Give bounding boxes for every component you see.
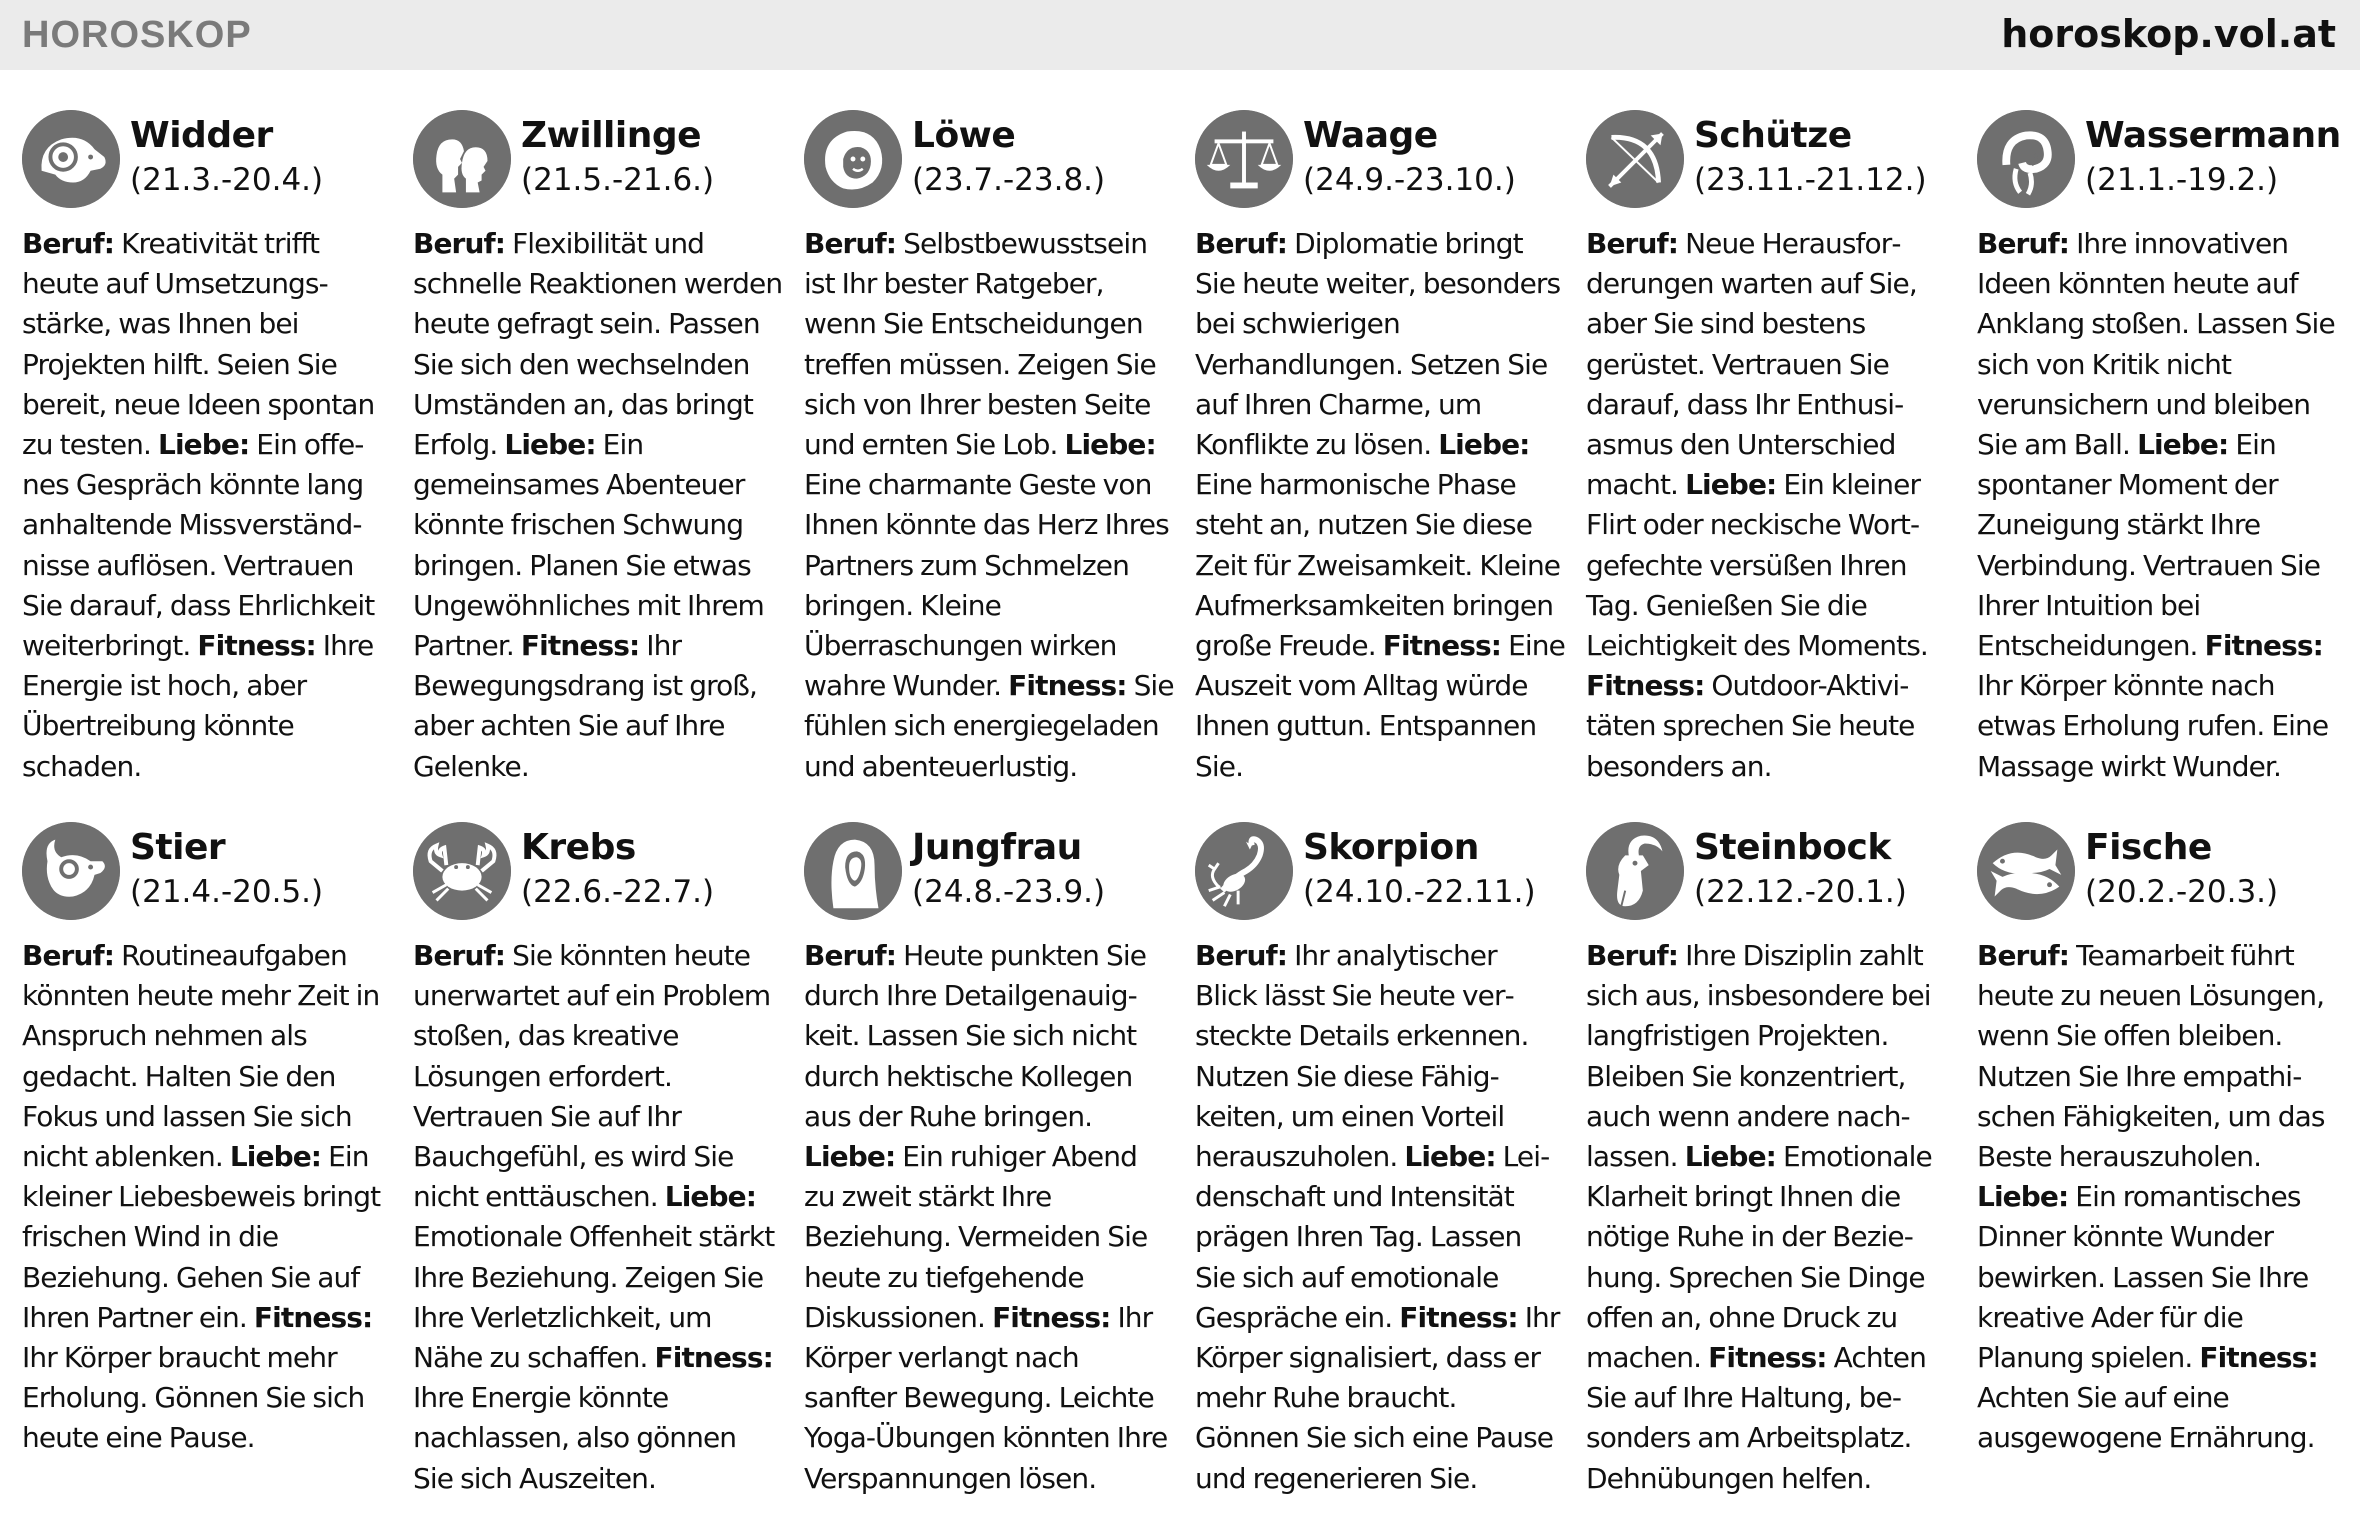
fitness-label: Fitness:: [992, 1300, 1111, 1334]
sign-dates: (21.4.-20.5.): [130, 874, 324, 910]
fitness-label: Fitness:: [253, 1300, 373, 1334]
lion-icon: [804, 110, 902, 208]
beruf-text: Ihr analytischer Blick lässt Sie heute versteckte Details erkennen. Nutzen Sie diese Fähigkeiten, um einen Vorteil herauszuholen.: [1195, 939, 1529, 1174]
beruf-text: Kreativität trifft heute auf Umsetzungsstärke, was Ihnen bei Projekten hilft. Seien Sie bereit, neue Ideen spontan zu testen.: [22, 227, 375, 462]
ram-icon: [22, 110, 120, 208]
beruf-text: Flexibilität und schnelle Reaktionen werden heute gefragt sein. Passen Sie sich den wechselnden Umständen an, das bringt Erfolg.: [413, 227, 783, 462]
beruf-text: Sie könnten heute unerwartet auf ein Problem stoßen, das kreative Lösungen erfordert. Vertrauen Sie auf Ihr Bauchgefühl, es wird Sie nicht enttäuschen.: [413, 939, 771, 1214]
fitness-label: Fitness:: [520, 629, 640, 663]
beruf-label: Beruf:: [804, 939, 897, 972]
liebe-text: Ein offenes Gespräch könnte lang anhaltende Missverständnisse auflösen. Vertrauen Sie darauf, dass Ehrlichkeit weiterbringt.: [22, 428, 375, 663]
liebe-label: Liebe:: [504, 428, 596, 462]
sign-dates: (22.12.-20.1.): [1694, 874, 1907, 910]
sign-dates: (22.6.-22.7.): [521, 874, 715, 910]
twins-icon: [413, 110, 511, 208]
beruf-text: Routineaufgaben könnten heute mehr Zeit in Anspruch nehmen als gedacht. Halten Sie den Fokus und lassen Sie sich nicht ablenken.: [22, 939, 380, 1174]
fitness-text: Ihr Körper signalisiert, dass er mehr Ruhe braucht. Gönnen Sie sich eine Pause und regenerieren Sie.: [1195, 1300, 1560, 1495]
sign-name: Fische: [2085, 827, 2212, 868]
archer-icon: [1586, 110, 1684, 208]
sign-header: [1586, 108, 1956, 218]
liebe-text: Eine harmonische Phase steht an, nutzen Sie diese Zeit für Zweisamkeit. Kleine Aufmerksamkeiten bringen große Freude.: [1195, 468, 1561, 663]
fitness-text: Achten Sie auf eine ausgewogene Ernährung.: [1977, 1381, 2315, 1455]
fitness-text: Ihr Körper könnte nach etwas Erholung rufen. Eine Massage wirkt Wunder.: [1977, 669, 2329, 783]
liebe-text: Emotionale Klarheit bringt Ihnen die nötige Ruhe in der Beziehung. Sprechen Sie Dinge offen an, ohne Druck zu machen.: [1586, 1140, 1932, 1375]
sign-text: [1977, 224, 2347, 787]
sign-header: [22, 820, 392, 930]
sign-text: [413, 224, 783, 787]
liebe-text: Ein kleiner Flirt oder neckische Wortgefechte versüßen Ihren Tag. Genießen Sie die Leichtigkeit des Moments.: [1586, 468, 1928, 663]
sign-text: [1586, 224, 1956, 787]
scorpion-icon: [1195, 822, 1293, 920]
beruf-label: Beruf:: [413, 939, 506, 972]
liebe-label: Liebe:: [664, 1180, 757, 1214]
sign-header: [22, 108, 392, 218]
sign-widder: [22, 108, 392, 808]
liebe-text: Emotionale Offenheit stärkt Ihre Beziehung. Zeigen Sie Ihre Verletzlichkeit, um Nähe zu schaffen.: [413, 1220, 775, 1375]
sign-name: Krebs: [521, 827, 636, 868]
sign-name: Jungfrau: [912, 827, 1082, 868]
virgin-icon: [804, 822, 902, 920]
sign-dates: (21.3.-20.4.): [130, 162, 324, 198]
sign-header: [1195, 820, 1565, 930]
fitness-label: Fitness:: [654, 1341, 773, 1375]
beruf-label: Beruf:: [1586, 939, 1679, 972]
water-bearer-icon: [1977, 110, 2075, 208]
sign-lwe: [804, 108, 1174, 808]
sign-header: [804, 108, 1174, 218]
sign-dates: (21.1.-19.2.): [2085, 162, 2279, 198]
fitness-text: Eine Auszeit vom Alltag würde Ihnen guttun. Entspannen Sie.: [1195, 629, 1565, 783]
sign-header: [413, 820, 783, 930]
liebe-label: Liebe:: [1064, 428, 1156, 462]
fitness-label: Fitness:: [2199, 1341, 2318, 1375]
beruf-label: Beruf:: [1195, 227, 1288, 260]
bull-icon: [22, 822, 120, 920]
liebe-label: Liebe:: [1684, 1140, 1776, 1174]
scales-icon: [1195, 110, 1293, 208]
beruf-label: Beruf:: [22, 939, 115, 972]
sign-dates: (21.5.-21.6.): [521, 162, 715, 198]
beruf-label: Beruf:: [1586, 227, 1679, 260]
fitness-label: Fitness:: [1008, 669, 1127, 703]
sign-steinbock: [1586, 820, 1956, 1520]
beruf-text: Teamarbeit führt heute zu neuen Lösungen, wenn Sie offen bleiben. Nutzen Sie Ihre empathischen Fähigkeiten, um das Beste herauszuholen.: [1977, 939, 2325, 1174]
beruf-label: Beruf:: [1977, 939, 2070, 972]
fitness-text: Ihr Bewegungsdrang ist groß, aber achten Sie auf Ihre Gelenke.: [413, 629, 758, 783]
fitness-label: Fitness:: [1708, 1341, 1827, 1375]
fitness-text: Ihr Körper braucht mehr Erholung. Gönnen Sie sich heute eine Pause.: [22, 1341, 365, 1455]
header-bar: [0, 0, 2360, 70]
page-title: HOROSKOP: [22, 14, 252, 56]
liebe-text: Ein romantisches Dinner könnte Wunder bewirken. Lassen Sie Ihre kreative Ader für die Planung spielen.: [1977, 1180, 2309, 1375]
sign-text: [804, 224, 1174, 787]
sign-dates: (23.11.-21.12.): [1694, 162, 1927, 198]
liebe-label: Liebe:: [1404, 1140, 1496, 1174]
beruf-text: Ihre Disziplin zahlt sich aus, insbesondere bei langfristigen Projekten. Bleiben Sie konzentriert, auch wenn andere nachlassen.: [1586, 939, 1931, 1174]
liebe-label: Liebe:: [804, 1140, 896, 1174]
fitness-text: Ihr Körper verlangt nach sanfter Bewegung. Leichte Yoga-Übungen könnten Ihre Verspannungen lösen.: [804, 1300, 1168, 1495]
liebe-text: Ein gemeinsames Abenteuer könnte frischen Schwung bringen. Planen Sie etwas Ungewöhnliches mit Ihrem Partner.: [413, 428, 764, 663]
sign-name: Steinbock: [1694, 827, 1891, 868]
sign-fische: [1977, 820, 2347, 1520]
beruf-label: Beruf:: [22, 227, 115, 260]
beruf-label: Beruf:: [804, 227, 897, 260]
sign-header: [413, 108, 783, 218]
fish-icon: [1977, 822, 2075, 920]
liebe-label: Liebe:: [1977, 1180, 2069, 1214]
beruf-label: Beruf:: [1195, 939, 1288, 972]
fitness-label: Fitness:: [2204, 629, 2323, 663]
sign-header: [1977, 820, 2347, 930]
beruf-text: Diplomatie bringt Sie heute weiter, besonders bei schwierigen Verhandlungen. Setzen Sie auf Ihren Charme, um Konflikte zu lösen.: [1195, 227, 1561, 462]
sign-name: Widder: [130, 115, 273, 156]
liebe-label: Liebe:: [1438, 428, 1530, 462]
sign-header: [804, 820, 1174, 930]
sign-text: [1195, 224, 1565, 787]
sign-jungfrau: [804, 820, 1174, 1520]
beruf-text: Neue Herausforderungen warten auf Sie, aber Sie sind bestens gerüstet. Vertrauen Sie darauf, dass Ihr Enthusiasmus den Unterschied macht.: [1586, 227, 1917, 502]
sign-text: [1977, 936, 2347, 1459]
sign-name: Stier: [130, 827, 226, 868]
sign-name: Schütze: [1694, 115, 1852, 156]
fitness-text: Sie fühlen sich energiegeladen und abenteuerlustig.: [804, 669, 1174, 783]
sign-dates: (24.10.-22.11.): [1303, 874, 1536, 910]
sign-name: Löwe: [912, 115, 1016, 156]
sign-header: [1586, 820, 1956, 930]
sign-text: [1586, 936, 1956, 1499]
sign-wassermann: [1977, 108, 2347, 808]
site-url[interactable]: horoskop.vol.at: [2001, 12, 2336, 56]
crab-icon: [413, 822, 511, 920]
horoscope-grid: [22, 108, 2342, 1518]
liebe-text: Leidenschaft und Intensität prägen Ihren Tag. Lassen Sie sich auf emotionale Gespräche ein.: [1195, 1140, 1551, 1334]
sign-text: [22, 936, 392, 1459]
sign-header: [1977, 108, 2347, 218]
liebe-text: Ein kleiner Liebesbeweis bringt frischen Wind in die Beziehung. Gehen Sie auf Ihren Partner ein.: [22, 1140, 381, 1334]
fitness-label: Fitness:: [1382, 629, 1502, 663]
sign-dates: (24.8.-23.9.): [912, 874, 1106, 910]
fitness-text: Ihre Energie könnte nachlassen, also gönnen Sie sich Auszeiten.: [413, 1381, 737, 1495]
fitness-label: Fitness:: [1399, 1300, 1518, 1334]
fitness-text: Ihre Energie ist hoch, aber Übertreibung könnte schaden.: [22, 629, 374, 783]
sign-waage: [1195, 108, 1565, 808]
sign-dates: (20.2.-20.3.): [2085, 874, 2279, 910]
sign-zwillinge: [413, 108, 783, 808]
sign-schtze: [1586, 108, 1956, 808]
sign-name: Zwillinge: [521, 115, 702, 156]
sign-skorpion: [1195, 820, 1565, 1520]
liebe-label: Liebe:: [158, 428, 250, 462]
sign-text: [22, 224, 392, 787]
liebe-text: Ein spontaner Moment der Zuneigung stärkt Ihre Verbindung. Vertrauen Sie Ihrer Intuition bei Entscheidungen.: [1977, 428, 2321, 663]
fitness-label: Fitness:: [197, 629, 316, 663]
sign-text: [1195, 936, 1565, 1499]
sign-header: [1195, 108, 1565, 218]
liebe-text: Ein ruhiger Abend zu zweit stärkt Ihre Beziehung. Vermeiden Sie heute zu tiefgehende Diskussionen.: [804, 1140, 1148, 1334]
sign-dates: (23.7.-23.8.): [912, 162, 1106, 198]
fitness-text: Outdoor-Aktivitäten sprechen Sie heute besonders an.: [1586, 669, 1915, 783]
sign-name: Skorpion: [1303, 827, 1479, 868]
beruf-text: Heute punkten Sie durch Ihre Detailgenauigkeit. Lassen Sie sich nicht durch hektische Kollegen aus der Ruhe bringen.: [804, 939, 1147, 1133]
sign-krebs: [413, 820, 783, 1520]
sign-name: Wassermann: [2085, 115, 2341, 156]
sign-stier: [22, 820, 392, 1520]
liebe-label: Liebe:: [1685, 468, 1777, 502]
beruf-text: Selbstbewusstsein ist Ihr bester Ratgeber, wenn Sie Entscheidungen treffen müssen. Zeigen Sie sich von Ihrer besten Seite und ernten Sie Lob.: [804, 227, 1156, 462]
liebe-text: Eine charmante Geste von Ihnen könnte das Herz Ihres Partners zum Schmelzen bringen. Kleine Überraschungen wirken wahre Wunder.: [804, 468, 1169, 703]
sign-text: [413, 936, 783, 1499]
liebe-label: Liebe:: [2137, 428, 2229, 462]
fitness-text: Achten Sie auf Ihre Haltung, besonders am Arbeitsplatz. Dehnübungen helfen.: [1586, 1341, 1926, 1495]
fitness-label: Fitness:: [1586, 669, 1705, 703]
sign-text: [804, 936, 1174, 1499]
beruf-text: Ihre innovativen Ideen könnten heute auf Anklang stoßen. Lassen Sie sich von Kritik nicht verunsichern und bleiben Sie am Ball.: [1977, 227, 2335, 462]
sign-name: Waage: [1303, 115, 1438, 156]
goat-icon: [1586, 822, 1684, 920]
beruf-label: Beruf:: [1977, 227, 2070, 260]
beruf-label: Beruf:: [413, 227, 506, 260]
sign-dates: (24.9.-23.10.): [1303, 162, 1516, 198]
liebe-label: Liebe:: [229, 1140, 322, 1174]
